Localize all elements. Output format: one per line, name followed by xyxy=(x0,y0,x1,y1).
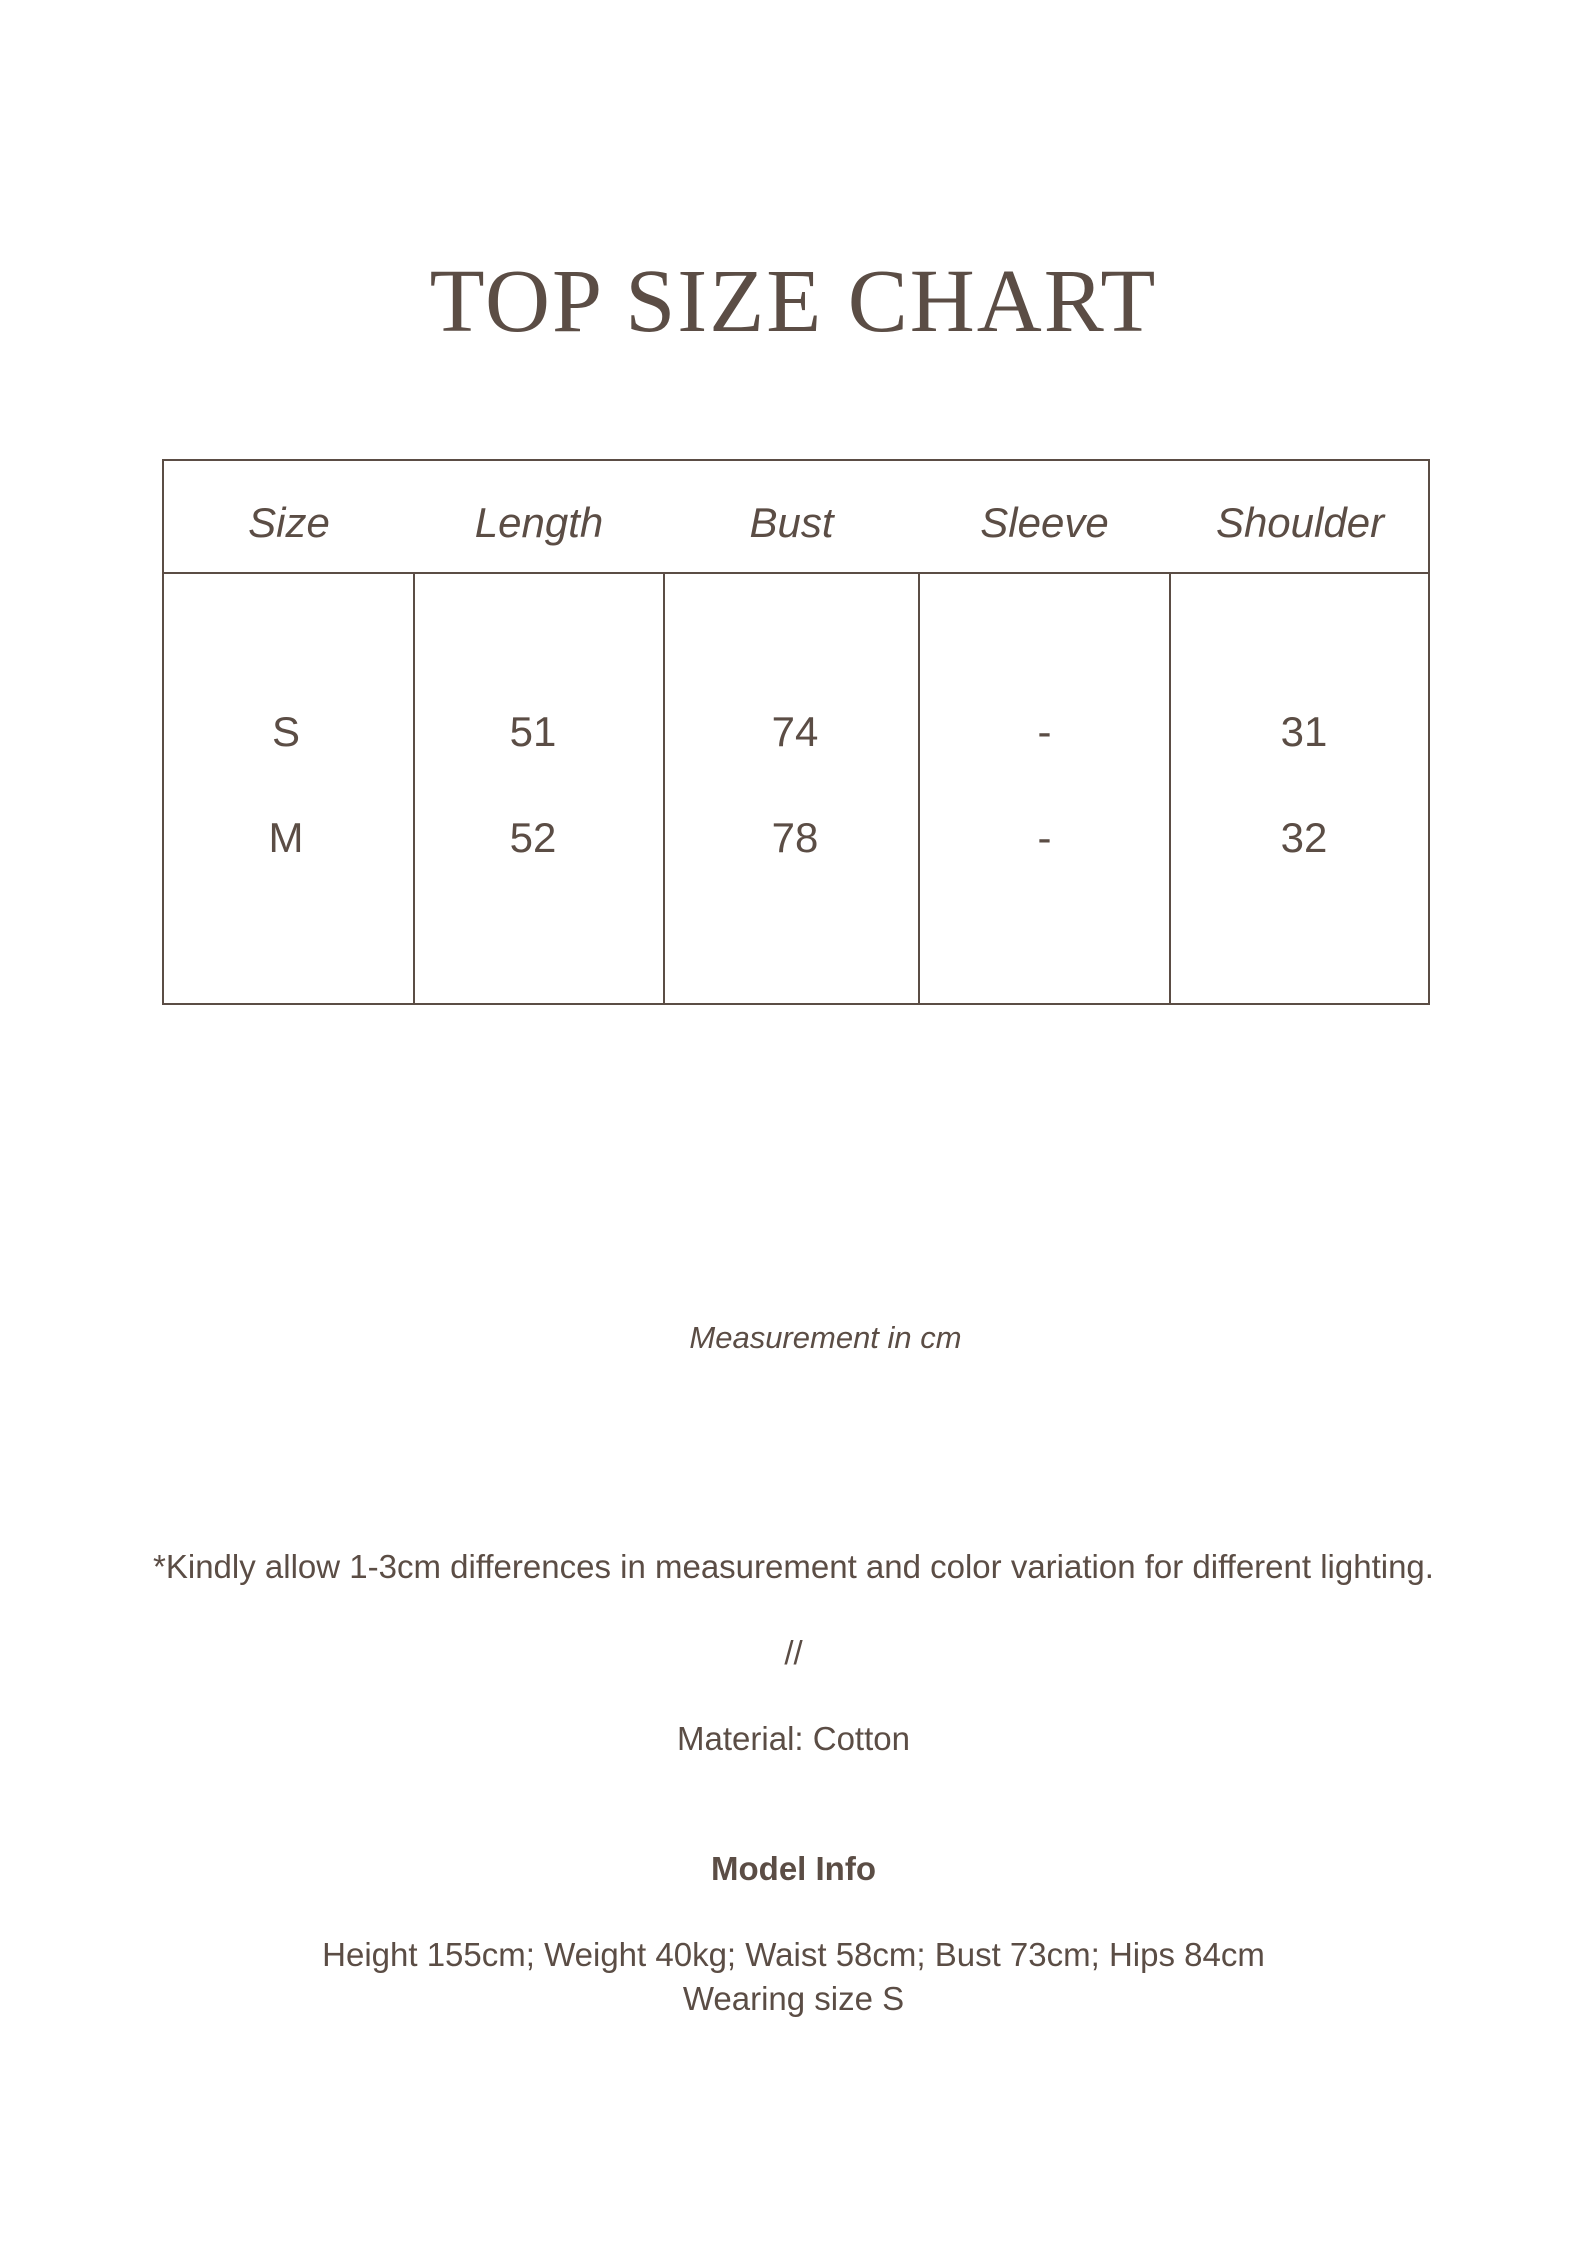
material-text: Material: Cotton xyxy=(677,1720,910,1757)
header-length: Length xyxy=(474,499,604,546)
column-divider xyxy=(918,572,920,1003)
column-divider xyxy=(413,572,415,1003)
header-size: Size xyxy=(248,499,330,546)
cell-bust: 78 xyxy=(771,814,819,861)
cell-sleeve: - xyxy=(1037,708,1052,755)
measurement-note: Measurement in cm xyxy=(689,1320,962,1355)
model-info-heading: Model Info xyxy=(711,1850,876,1887)
cell-size: M xyxy=(268,814,304,861)
cell-shoulder: 32 xyxy=(1280,814,1328,861)
cell-sleeve: - xyxy=(1037,814,1052,861)
page-title: TOP SIZE CHART xyxy=(429,252,1158,351)
model-info-stats: Height 155cm; Weight 40kg; Waist 58cm; Bust 73cm; Hips 84cm xyxy=(322,1936,1265,1973)
cell-bust: 74 xyxy=(771,708,819,755)
cell-size: S xyxy=(271,708,300,755)
column-divider xyxy=(663,572,665,1003)
header-shoulder: Shoulder xyxy=(1215,499,1385,546)
header-sleeve: Sleeve xyxy=(980,499,1109,546)
cell-shoulder: 31 xyxy=(1280,708,1328,755)
model-info-wearing: Wearing size S xyxy=(682,1980,905,2017)
cell-length: 51 xyxy=(509,708,557,755)
separator: // xyxy=(784,1634,803,1671)
column-divider xyxy=(1169,572,1171,1003)
header-bust: Bust xyxy=(749,499,834,546)
disclaimer-text: *Kindly allow 1-3cm differences in measurement and color variation for different lighting. xyxy=(153,1548,1434,1585)
cell-length: 52 xyxy=(509,814,557,861)
table-header-row xyxy=(164,461,1428,574)
size-chart-table xyxy=(162,459,1430,1005)
